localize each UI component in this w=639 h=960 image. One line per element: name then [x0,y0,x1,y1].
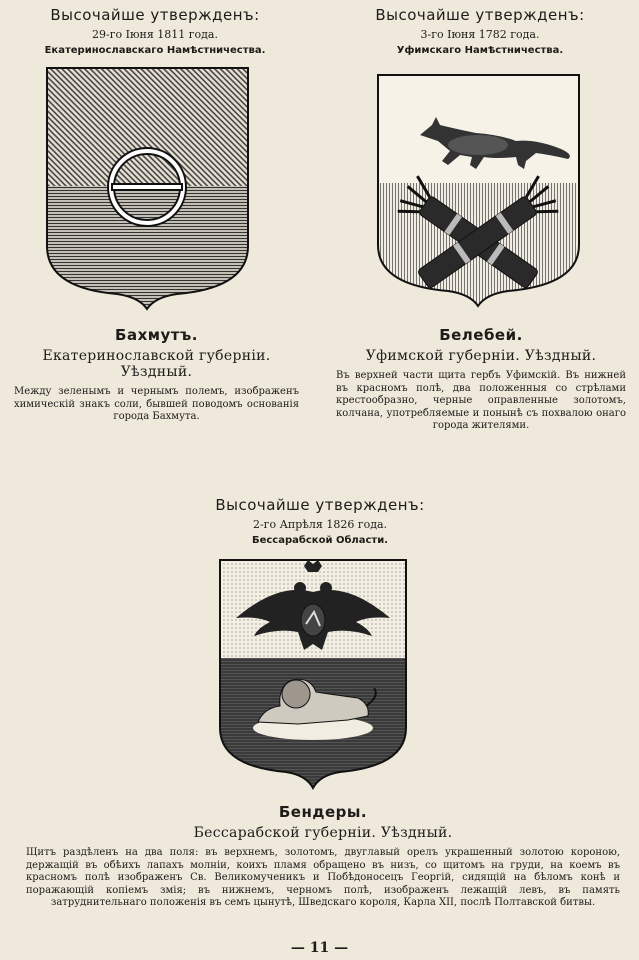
approval-header-belebey [340,6,620,56]
approval-authority: Уфимскаго Намѣстничества. [396,45,564,56]
city-subtitle: Уфимской губерніи. Уѣздный. [365,348,597,364]
approval-header-bakhmut [20,6,290,56]
approval-date: 2-го Апрѣля 1826 года. [252,518,388,531]
page-number: — 11 — [290,940,349,956]
city-name: Бахмутъ. [115,326,198,344]
city-name: Бендеры. [278,803,368,821]
caption-bakhmut [14,326,299,424]
bakhmut-coat-of-arms [45,66,250,311]
approval-authority: Бессарабской Области. [251,535,389,546]
approval-title: Высочайше утвержденъ: [50,6,260,24]
caption-belebey [336,326,626,433]
black-field [45,186,250,311]
bendery-coat-of-arms [218,558,408,790]
approval-authority: Екатеринославскаго Намѣстничества. [44,45,266,56]
silver-field [376,73,581,183]
caption-bendery [26,803,620,910]
city-subtitle: Бессарабской губерніи. Уѣздный. [193,825,453,841]
city-subtitle: Екатеринославской губерніи. Уѣздный. [42,348,271,380]
approval-date: 3-го Іюня 1782 года. [420,28,540,41]
blazon-description: Въ верхней части щита гербъ Уфимскій. Въ нижней въ красномъ полѣ, два положенныя со стрѣлами крестообразно, черные оправленные золотомъ, колчана, употребляемые и понынѣ съ похвалою онаго города жителями. [336,370,626,431]
approval-title: Высочайше утвержденъ: [375,6,585,24]
approval-title: Высочайше утвержденъ: [215,496,425,514]
blazon-description: Щитъ раздѣленъ на два поля: въ верхнемъ, золотомъ, двуглавый орелъ украшенный золотою короною, держащій въ обѣихъ лапахъ молніи, коихъ пламя обращено въ низъ, со щитомъ на груди, на коемъ въ красномъ полѣ изображенъ Св. Великомученикъ и Побѣдоносецъ Георгій, сидящій на бѣломъ конѣ и поражающій копіемъ змія; въ нижнемъ, черномъ полѣ, изображенъ лежащій левъ, въ память затруднительнаго положенія въ семъ цынутѣ, Шведскаго короля, Карла XII, послѣ Полтавской битвы. [26,847,620,908]
blazon-description: Между зеленымъ и чернымъ полемъ, изображенъ химическій знакъ соли, бывшей поводомъ основанія города Бахмута. [14,386,299,422]
approval-header-bendery [160,496,480,546]
green-field [45,66,250,186]
city-name: Белебей. [439,326,523,344]
belebey-coat-of-arms [376,73,581,308]
approval-date: 29-го Іюня 1811 года. [92,28,218,41]
